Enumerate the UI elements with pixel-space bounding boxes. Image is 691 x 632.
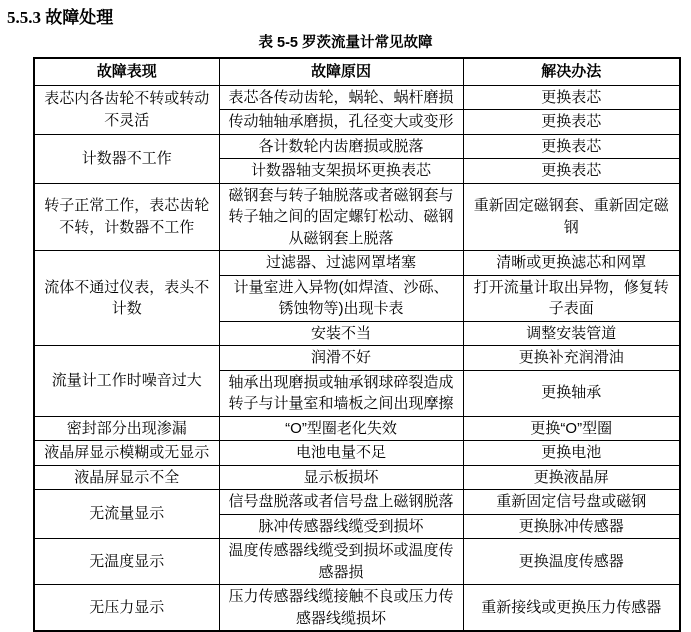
cause-cell: 各计数轮内齿磨损或脱落 [219,134,463,159]
cause-cell: 安装不当 [219,321,463,346]
solution-cell: 更换表芯 [463,85,680,110]
symptom-cell: 无流量显示 [34,490,219,539]
solution-cell: 更换电池 [463,441,680,466]
symptom-cell: 无压力显示 [34,585,219,632]
column-header-cause: 故障原因 [219,58,463,85]
symptom-cell: 密封部分出现渗漏 [34,416,219,441]
section-heading: 5.5.3 故障处理 [7,8,114,27]
solution-cell: 重新固定磁钢套、重新固定磁钢 [463,183,680,251]
cause-cell: 磁钢套与转子轴脱落或者磁钢套与转子轴之间的固定螺钉松动、磁钢从磁钢套上脱落 [219,183,463,251]
cause-cell: 过滤器、过滤网罩堵塞 [219,251,463,276]
solution-cell: 更换温度传感器 [463,539,680,585]
cause-cell: 压力传感器线缆接触不良或压力传感器线缆损坏 [219,585,463,632]
solution-cell: 更换补充润滑油 [463,346,680,371]
table-row [34,416,680,441]
table-row [34,539,680,585]
column-header-solution: 解决办法 [463,58,680,85]
table-row [34,441,680,466]
table-row [34,465,680,490]
table-caption: 表 5-5 罗茨流量计常见故障 [258,35,433,51]
symptom-cell: 表芯内各齿轮不转或转动不灵活 [34,85,219,134]
solution-cell: 重新固定信号盘或磁钢 [463,490,680,515]
cause-cell: 表芯各传动齿轮，蜗轮、蜗杆磨损 [219,85,463,110]
solution-cell: 打开流量计取出异物，修复转子表面 [463,275,680,321]
document-page [0,8,691,632]
table-row [34,346,680,371]
solution-cell: 清晰或更换滤芯和网罩 [463,251,680,276]
solution-cell: 更换表芯 [463,110,680,135]
table-row [34,85,680,110]
cause-cell: 信号盘脱落或者信号盘上磁钢脱落 [219,490,463,515]
cause-cell: 电池电量不足 [219,441,463,466]
cause-cell: 传动轴轴承磨损，孔径变大或变形 [219,110,463,135]
table-header-row [34,58,680,85]
solution-cell: 更换轴承 [463,370,680,416]
solution-cell: 调整安装管道 [463,321,680,346]
symptom-cell: 液晶屏显示模糊或无显示 [34,441,219,466]
table-row [34,134,680,159]
solution-cell: 重新接线或更换压力传感器 [463,585,680,632]
symptom-cell: 转子正常工作，表芯齿轮不转，计数器不工作 [34,183,219,251]
symptom-cell: 无温度显示 [34,539,219,585]
cause-cell: 润滑不好 [219,346,463,371]
symptom-cell: 流体不通过仪表，表头不计数 [34,251,219,346]
table-body [34,85,680,631]
solution-cell: 更换“O”型圈 [463,416,680,441]
solution-cell: 更换脉冲传感器 [463,514,680,539]
cause-cell: 显示板损坏 [219,465,463,490]
cause-cell: 脉冲传感器线缆受到损坏 [219,514,463,539]
solution-cell: 更换表芯 [463,159,680,184]
solution-cell: 更换液晶屏 [463,465,680,490]
cause-cell: “O”型圈老化失效 [219,416,463,441]
symptom-cell: 计数器不工作 [34,134,219,183]
table-row [34,585,680,632]
cause-cell: 轴承出现磨损或轴承钢球碎裂造成转子与计量室和墙板之间出现摩擦 [219,370,463,416]
table-row [34,490,680,515]
cause-cell: 温度传感器线缆受到损坏或温度传感器损 [219,539,463,585]
cause-cell: 计量室进入异物(如焊渣、沙砾、锈蚀物等)出现卡表 [219,275,463,321]
fault-table [33,57,681,632]
table-row [34,251,680,276]
symptom-cell: 流量计工作时噪音过大 [34,346,219,417]
table-row [34,183,680,251]
solution-cell: 更换表芯 [463,134,680,159]
cause-cell: 计数器轴支架损坏更换表芯 [219,159,463,184]
symptom-cell: 液晶屏显示不全 [34,465,219,490]
column-header-symptom: 故障表现 [34,58,219,85]
